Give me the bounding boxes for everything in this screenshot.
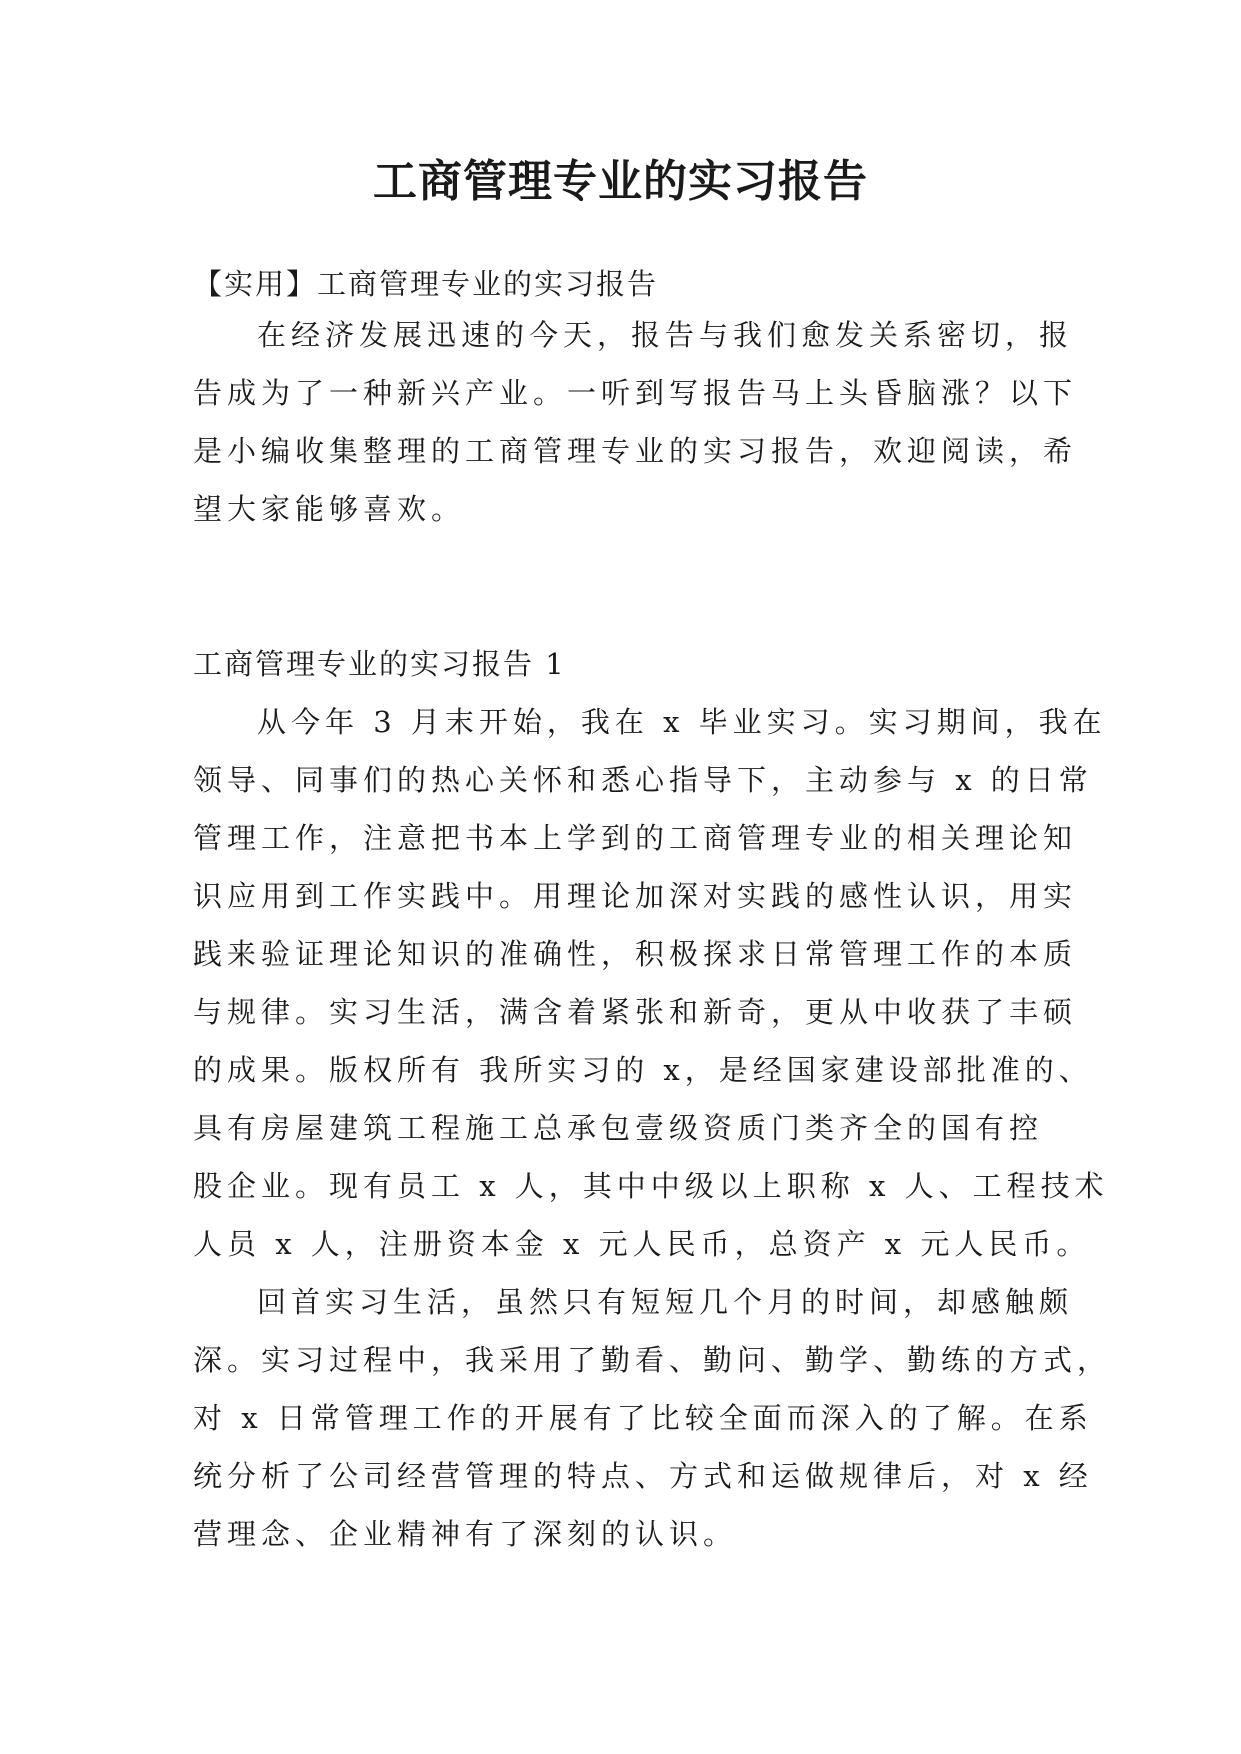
intro-line: 在经济发展迅速的今天，报告与我们愈发关系密切，报 [257,318,1074,352]
paragraph-line: 股企业。现有员工 x 人，其中中级以上职称 x 人、工程技术 [193,1169,1109,1203]
paragraph-line: 回首实习生活，虽然只有短短几个月的时间，却感触颇 [257,1285,1074,1319]
header-block [193,255,1051,313]
paragraph-1 [193,693,1109,1273]
section-heading-block [193,635,1051,693]
paragraph-line: 统分析了公司经营管理的特点、方式和运做规律后，对 x 经 [193,1459,1093,1493]
paragraph-line: 识应用到工作实践中。用理论加深对实践的感性认识，用实 [193,879,1078,913]
paragraph-line: 对 x 日常管理工作的开展有了比较全面而深入的了解。在系 [193,1401,1093,1435]
intro-line: 望大家能够喜欢。 [193,492,466,526]
paragraph-line: 营理念、企业精神有了深刻的认识。 [193,1517,738,1551]
paragraph-line: 深。实习过程中，我采用了勤看、勤问、勤学、勤练的方式， [193,1343,1112,1377]
header-line: 【实用】工商管理专业的实习报告 [193,267,659,301]
section-heading: 工商管理专业的实习报告 1 [193,647,566,681]
paragraph-line: 从今年 3 月末开始，我在 x 毕业实习。实习期间，我在 [257,705,1107,739]
paragraph-line: 具有房屋建筑工程施工总承包壹级资质门类齐全的国有控 [193,1111,1044,1145]
document-title: 工商管理专业的实习报告 [373,156,868,207]
paragraph-line: 与规律。实习生活，满含着紧张和新奇，更从中收获了丰硕 [193,995,1078,1029]
paragraph-line: 践来验证理论知识的准确性，积极探求日常管理工作的本质 [193,937,1078,971]
intro-line: 是小编收集整理的工商管理专业的实习报告，欢迎阅读，希 [193,434,1078,468]
paragraph-2 [193,1273,1112,1563]
intro-line: 告成为了一种新兴产业。一听到写报告马上头昏脑涨？以下 [193,376,1078,410]
paragraph-line: 领导、同事们的热心关怀和悉心指导下，主动参与 x 的日常 [193,763,1093,797]
intro-paragraph [193,306,1078,538]
paragraph-line: 的成果。版权所有 我所实习的 x，是经国家建设部批准的、 [193,1053,1093,1087]
paragraph-line: 人员 x 人，注册资本金 x 元人民币，总资产 x 元人民币。 [193,1227,1091,1261]
paragraph-line: 管理工作，注意把书本上学到的工商管理专业的相关理论知 [193,821,1078,855]
